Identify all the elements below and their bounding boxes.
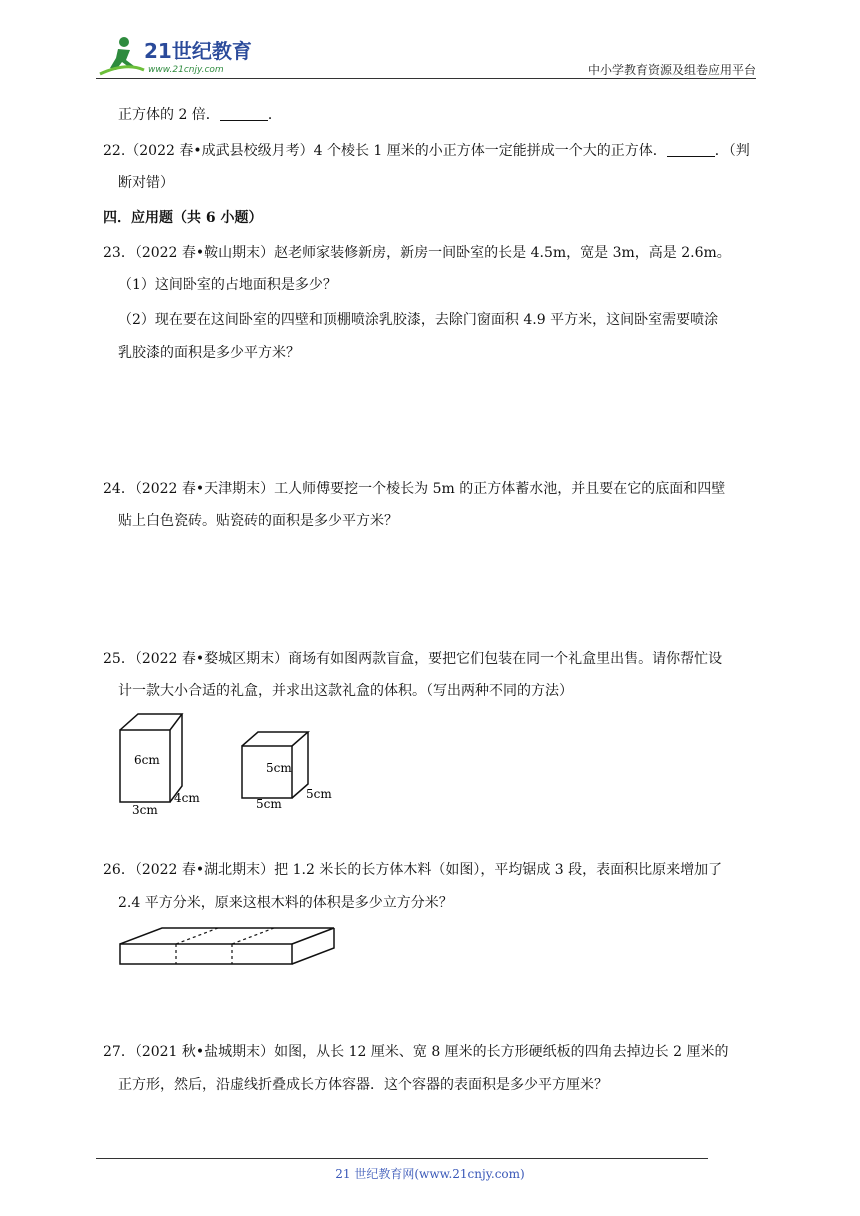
runner-icon: [100, 37, 144, 74]
box1-width-label: 3cm: [132, 803, 158, 817]
header-divider: [96, 78, 756, 79]
q21-text: 正方体的 2 倍．: [118, 107, 220, 123]
q21-answer-blank[interactable]: [220, 106, 268, 121]
header-platform-text: 中小学教育资源及组卷应用平台: [587, 63, 756, 77]
box2-height-label: 5cm: [266, 761, 292, 775]
q23-line3: （2）现在要在这间卧室的四壁和顶棚喷涂乳胶漆，去除门窗面积 4.9 平方米，这间卧室需要喷涂: [118, 312, 719, 328]
q27-line1: 27．（2021 秋•盐城期末）如图，从长 12 厘米、宽 8 厘米的长方形硬纸板的四角去掉边长 2 厘米的: [103, 1044, 729, 1060]
q24-line1: 24．（2022 春•天津期末）工人师傅要挖一个棱长为 5m 的正方体蓄水池，并且要在它的底面和四壁: [103, 481, 726, 497]
q21-period: ．: [267, 107, 282, 123]
q21-tail: [118, 105, 282, 125]
q22-judge-a: ．（判: [714, 143, 750, 159]
footer-divider: [96, 1158, 708, 1159]
q25-line2: 计一款大小合适的礼盒，并求出这款礼盒的体积。（写出两种不同的方法）: [118, 683, 573, 699]
logo-text: 21世纪教育: [144, 39, 252, 63]
q22-line2: 断对错）: [118, 175, 174, 191]
q23-line1: 23．（2022 春•鞍山期末）赵老师家装修新房，新房一间卧室的长是 4.5m，宽是 3m，高是 2.6m。: [103, 245, 731, 261]
section-title-applications: 四．应用题（共 6 小题）: [103, 210, 263, 226]
box1-height-label: 6cm: [134, 753, 160, 767]
q25-figure: [110, 708, 350, 818]
footer-text[interactable]: 21 世纪教育网(www.21cnjy.com): [335, 1167, 525, 1181]
q26-figure: [116, 922, 338, 968]
q22-line1: [103, 141, 750, 161]
q26-line1: 26．（2022 春•湖北期末）把 1.2 米长的长方体木料（如图），平均锯成 3 段，表面积比原来增加了: [103, 862, 723, 878]
q22-text: 22.（2022 春•成武县校级月考）4 个棱长 1 厘米的小正方体一定能拼成一个大的正方体．: [103, 143, 667, 159]
box2-depth-label: 5cm: [306, 787, 332, 801]
q26-line2: 2.4 平方分米，原来这根木料的体积是多少立方分米？: [118, 895, 453, 911]
q27-line2: 正方形，然后，沿虚线折叠成长方体容器．这个容器的表面积是多少平方厘米？: [118, 1077, 608, 1093]
plank-shape: [120, 928, 334, 964]
box1-depth-label: 4cm: [174, 791, 200, 805]
q23-line2: （1）这间卧室的占地面积是多少？: [118, 277, 337, 293]
q24-line2: 贴上白色瓷砖。贴瓷砖的面积是多少平方米？: [118, 513, 398, 529]
box2-width-label: 5cm: [256, 797, 282, 811]
site-logo: [96, 34, 266, 80]
q22-answer-blank[interactable]: [667, 142, 715, 157]
logo-url: www.21cnjy.com: [148, 65, 224, 75]
cut-lines: [176, 928, 274, 964]
q25-line1: 25．（2022 春•婺城区期末）商场有如图两款盲盒，要把它们包装在同一个礼盒里出售。请你帮忙设: [103, 651, 723, 667]
q23-line4: 乳胶漆的面积是多少平方米？: [118, 345, 300, 361]
